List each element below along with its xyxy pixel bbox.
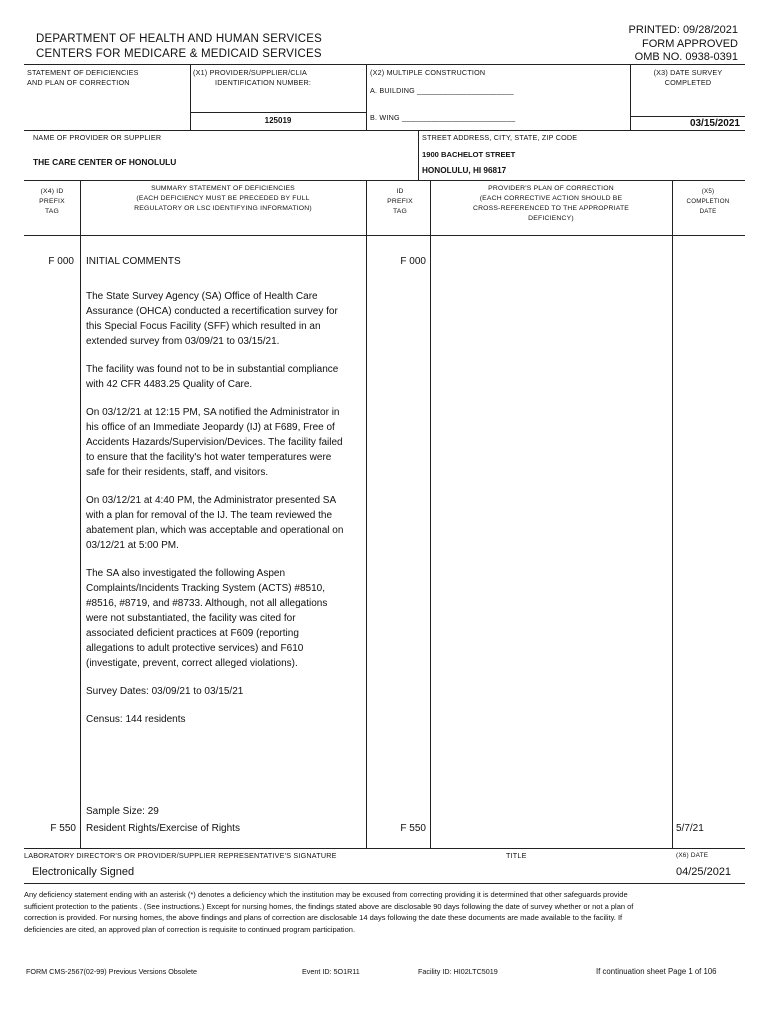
initial-comments-heading: INITIAL COMMENTS xyxy=(86,256,181,267)
street-address: 1900 BACHELOT STREET xyxy=(422,150,516,159)
survey-completed-date: 03/15/2021 xyxy=(689,118,740,129)
disclosure-note: Any deficiency statement ending with an asterisk (*) denotes a deficiency which the institution may be excused from correcting providing it is determined that other safeguards provide sufficient protection to the patients . (See instructions.) Except for nursing homes, the findings stated above are disclosable 90 days following the date of survey whether or not a plan of correction is provided. For nursing homes, the above findings and plans of correction are disclosable 14 days following the date these documents are made available to the facility. If deficiencies are cited, an approved plan of correction is requisite to continued program participation. xyxy=(24,890,634,934)
signature-label: LABORATORY DIRECTOR'S OR PROVIDER/SUPPLIER REPRESENTATIVE'S SIGNATURE xyxy=(24,851,337,860)
grid-rule-2 xyxy=(24,130,745,131)
col-rule-2 xyxy=(366,180,367,848)
form-approved: FORM APPROVED xyxy=(642,37,738,50)
form-info-header xyxy=(629,24,738,65)
form-number: FORM CMS-2567(02-99) Previous Versions Obsolete xyxy=(26,967,197,976)
paragraph-census: Census: 144 residents xyxy=(86,714,186,725)
completion-date-f550: 5/7/21 xyxy=(676,823,704,834)
address-divider xyxy=(418,130,419,180)
summary-column-header: SUMMARY STATEMENT OF DEFICIENCIES (EACH DEFICIENCY MUST BE PRECEDED BY FULL REGULATORY OR LSC IDENTIFYING INFORMATION) xyxy=(134,185,312,212)
grid-rule-3 xyxy=(24,180,745,181)
wing-field: B. WING ___________________________ xyxy=(370,113,516,122)
id-column-header: ID PREFIX TAG xyxy=(387,188,413,215)
col-rule-1 xyxy=(80,180,81,848)
facility-id: Facility ID: HI02LTC5019 xyxy=(418,967,498,976)
paragraph-abatement-plan: On 03/12/21 at 4:40 PM, the Administrator presented SA with a plan for removal of the IJ. The team reviewed the abatement plan, which was acceptable and operational on 03/12/21 at 5:00 PM. xyxy=(86,495,344,551)
plan-tag-f000: F 000 xyxy=(400,256,426,267)
paragraph-complaints: The SA also investigated the following Aspen Complaints/Incidents Tracking System (ACTS) #8510, #8516, #8719, and #8733. Although, not all allegations were not substantiated, the facility was cited for associated deficient practices at F609 (reporting allegations to adult protective services) and F610 (investigate, prevent, correct alleged violations). xyxy=(86,568,328,669)
cms-name: CENTERS FOR MEDICARE & MEDICAID SERVICES xyxy=(36,48,322,60)
paragraph-survey-dates: Survey Dates: 03/09/21 to 03/15/21 xyxy=(86,686,244,697)
event-id: Event ID: 5O1R11 xyxy=(302,967,360,976)
city-state-zip: HONOLULU, HI 96817 xyxy=(422,166,507,175)
signature-bottom-rule xyxy=(24,883,745,884)
summary-statement-body xyxy=(86,289,344,740)
header-bottom-rule xyxy=(24,235,745,236)
provider-name: THE CARE CENTER OF HONOLULU xyxy=(33,157,177,167)
signature-top-rule xyxy=(24,848,745,849)
paragraph-immediate-jeopardy: On 03/12/21 at 12:15 PM, SA notified the Administrator in his office of an Immediate Jeopardy (IJ) at F689, Free of Accidents Hazards/Supervision/Devices. The facility failed to ensure that the facility's hot water temperatures were safe for their residents, staff, and visitors. xyxy=(86,407,343,478)
plan-column-header: PROVIDER'S PLAN OF CORRECTION (EACH CORRECTIVE ACTION SHOULD BE CROSS-REFERENCED TO THE APPROPRIATE DEFICIENCY) xyxy=(472,185,630,222)
printed-date: PRINTED: 09/28/2021 xyxy=(628,24,738,36)
deficiency-tag-f000: F 000 xyxy=(48,256,74,267)
agency-header xyxy=(36,32,322,62)
x1-label: (X1) PROVIDER/SUPPLIER/CLIA IDENTIFICATION NUMBER: xyxy=(193,68,312,87)
date-label: (X6) DATE xyxy=(676,852,709,859)
x3-value-rule xyxy=(630,116,745,117)
street-address-label: STREET ADDRESS, CITY, STATE, ZIP CODE xyxy=(422,133,578,142)
provider-id-number: 125019 xyxy=(264,116,292,125)
divider-x2 xyxy=(366,64,367,130)
plan-tag-f550: F 550 xyxy=(400,823,426,834)
omb-number: OMB NO. 0938-0391 xyxy=(634,51,738,63)
col-rule-4 xyxy=(672,180,673,848)
sample-size: Sample Size: 29 xyxy=(86,806,159,817)
x1-value-rule xyxy=(190,112,366,113)
deficiency-tag-f550: F 550 xyxy=(50,823,76,834)
paragraph-survey-intro: The State Survey Agency (SA) Office of Health Care Assurance (OHCA) conducted a recertification survey for this Special Focus Facility (SFF) which resulted in an extended survey from 03/09/21 to 03/15/21. xyxy=(86,291,338,347)
paragraph-compliance: The facility was found not to be in substantial compliance with 42 CFR 4483.25 Quality of Care. xyxy=(86,364,339,390)
page-indicator: If continuation sheet Page 1 of 106 xyxy=(596,967,717,976)
building-field: A. BUILDING _______________________ xyxy=(370,86,514,95)
signature-value: Electronically Signed xyxy=(32,866,135,878)
resident-rights-heading: Resident Rights/Exercise of Rights xyxy=(86,823,240,834)
provider-name-label: NAME OF PROVIDER OR SUPPLIER xyxy=(33,133,162,142)
x3-label: (X3) DATE SURVEY COMPLETED xyxy=(653,68,723,87)
x2-label: (X2) MULTIPLE CONSTRUCTION xyxy=(370,68,486,77)
title-label: TITLE xyxy=(506,851,527,860)
col-rule-3 xyxy=(430,180,431,848)
department-name: DEPARTMENT OF HEALTH AND HUMAN SERVICES xyxy=(36,33,322,45)
completion-column-header: (X5) COMPLETION DATE xyxy=(686,188,730,215)
signature-date: 04/25/2021 xyxy=(676,866,732,878)
statement-label: STATEMENT OF DEFICIENCIES AND PLAN OF CORRECTION xyxy=(27,68,139,87)
x4-column-header: (X4) ID PREFIX TAG xyxy=(39,188,65,215)
top-rule xyxy=(24,64,745,65)
